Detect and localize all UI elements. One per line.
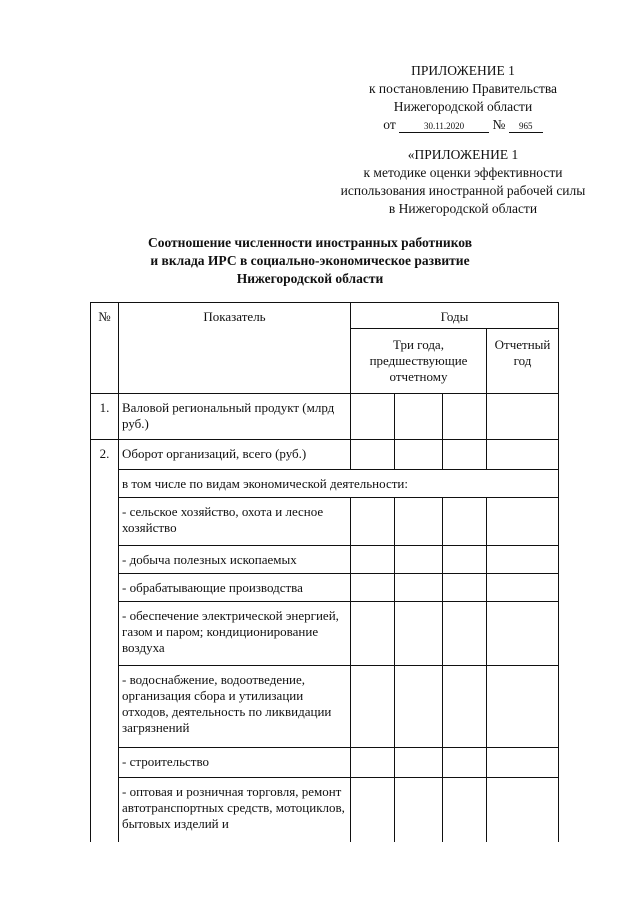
value-cell	[395, 394, 443, 440]
row-label: - обеспечение электрической энергией, газом и паром; кондиционирование воздуха	[119, 602, 351, 666]
value-cell	[487, 498, 559, 546]
value-cell	[351, 778, 395, 842]
row-label: в том числе по видам экономической деятельности:	[119, 470, 559, 498]
row-label: Валовой региональный продукт (млрд руб.)	[119, 394, 351, 440]
row-label: - оптовая и розничная торговля, ремонт автотранспортных средств, мотоциклов, бытовых изделий и	[119, 778, 351, 842]
table-row	[91, 748, 559, 778]
value-cell	[487, 394, 559, 440]
row-label: - добыча полезных ископаемых	[119, 546, 351, 574]
number-sign: №	[492, 117, 506, 132]
value-cell	[487, 778, 559, 842]
value-cell	[351, 440, 395, 470]
value-cell	[487, 440, 559, 470]
value-cell	[443, 498, 487, 546]
table-row	[91, 574, 559, 602]
appendix-date-line	[383, 116, 543, 134]
document-title	[100, 234, 520, 288]
value-cell	[351, 498, 395, 546]
table-row	[91, 666, 559, 748]
value-cell	[395, 546, 443, 574]
value-cell	[351, 666, 395, 748]
date-prefix: от	[383, 117, 396, 132]
table-header-row	[91, 303, 559, 329]
value-cell	[351, 546, 395, 574]
row-label: - строительство	[119, 748, 351, 778]
value-cell	[351, 574, 395, 602]
value-cell	[351, 394, 395, 440]
row-number: 1.	[91, 394, 119, 440]
inner-appendix-line-1: к методике оценки эффективности	[363, 165, 563, 180]
header-years: Годы	[351, 303, 559, 329]
appendix-header	[300, 62, 626, 134]
appendix-line-1: к постановлению Правительства	[368, 81, 558, 96]
value-cell	[395, 666, 443, 748]
value-cell	[443, 574, 487, 602]
value-cell	[443, 546, 487, 574]
document-title-line-3: Нижегородской области	[236, 271, 384, 286]
document-title-line-1: Соотношение численности иностранных работников	[147, 235, 473, 250]
value-cell	[487, 546, 559, 574]
table-row	[91, 498, 559, 546]
table-row	[91, 440, 559, 470]
row-label: - водоснабжение, водоотведение, организация сбора и утилизации отходов, деятельность по ликвидации загрязнений	[119, 666, 351, 748]
value-cell	[395, 748, 443, 778]
value-cell	[443, 602, 487, 666]
value-cell	[351, 602, 395, 666]
row-label: - сельское хозяйство, охота и лесное хозяйство	[119, 498, 351, 546]
value-cell	[443, 394, 487, 440]
table-row	[91, 394, 559, 440]
inner-appendix-line-2: использования иностранной рабочей силы	[340, 183, 586, 198]
value-cell	[351, 748, 395, 778]
value-cell	[487, 666, 559, 748]
row-label: Оборот организаций, всего (руб.)	[119, 440, 351, 470]
header-indicator: Показатель	[119, 303, 351, 394]
value-cell	[443, 778, 487, 842]
value-cell	[443, 666, 487, 748]
header-three-years: Три года, предшествующие отчетному	[351, 329, 487, 394]
table-row	[91, 546, 559, 574]
appendix-title: ПРИЛОЖЕНИЕ 1	[411, 63, 515, 78]
value-cell	[395, 602, 443, 666]
number-field: 965	[509, 121, 543, 133]
table-row	[91, 602, 559, 666]
value-cell	[395, 440, 443, 470]
value-cell	[395, 778, 443, 842]
inner-appendix-header	[300, 146, 626, 218]
value-cell	[395, 498, 443, 546]
document-title-line-2: и вклада ИРС в социально-экономическое развитие	[150, 253, 470, 268]
indicators-table	[90, 302, 559, 842]
header-number: №	[91, 303, 119, 394]
value-cell	[487, 602, 559, 666]
header-reporting-year: Отчетный год	[487, 329, 559, 394]
table-row	[91, 778, 559, 842]
row-label: - обрабатывающие производства	[119, 574, 351, 602]
table-row	[91, 470, 559, 498]
row-number: 2.	[91, 440, 119, 842]
appendix-line-2: Нижегородской области	[393, 99, 533, 114]
value-cell	[487, 574, 559, 602]
date-field: 30.11.2020	[399, 121, 489, 133]
value-cell	[443, 748, 487, 778]
inner-appendix-line-3: в Нижегородской области	[388, 201, 538, 216]
value-cell	[443, 440, 487, 470]
value-cell	[395, 574, 443, 602]
inner-appendix-title: «ПРИЛОЖЕНИЕ 1	[407, 147, 519, 162]
value-cell	[487, 748, 559, 778]
